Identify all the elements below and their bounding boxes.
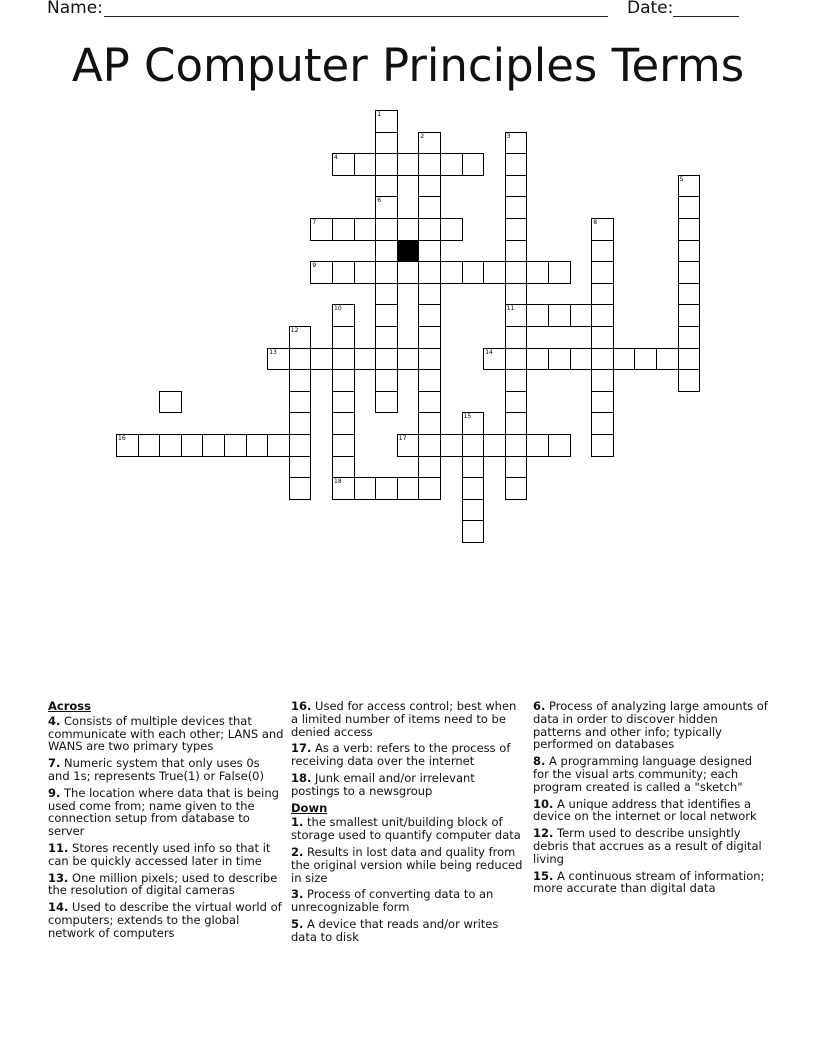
- crossword-cell[interactable]: [332, 218, 355, 241]
- clue-text: Numeric system that only uses 0s and 1s; represents True(1) or False(0): [48, 756, 264, 783]
- clue-item: [48, 872, 284, 898]
- crossword-cell[interactable]: [397, 261, 420, 284]
- clue-item: [533, 700, 769, 751]
- crossword-cell[interactable]: [505, 477, 528, 500]
- crossword-cell[interactable]: [591, 240, 614, 263]
- crossword-cell[interactable]: [462, 153, 485, 176]
- crossword-cell[interactable]: [526, 304, 549, 327]
- crossword-cell[interactable]: [526, 348, 549, 371]
- crossword-cell[interactable]: [267, 434, 290, 457]
- crossword-cell[interactable]: [159, 434, 182, 457]
- crossword-cell[interactable]: [332, 348, 355, 371]
- clue-item: [48, 715, 284, 753]
- clue-text: A device that reads and/or writes data to disk: [291, 916, 499, 944]
- crossword-cell[interactable]: [418, 196, 441, 219]
- crossword-cell[interactable]: [375, 153, 398, 176]
- clue-number-label: 4.: [48, 713, 61, 728]
- clue-number: 6: [377, 197, 382, 205]
- clue-number-label: 7.: [48, 756, 61, 771]
- crossword-cell[interactable]: [418, 283, 441, 306]
- clue-item: [291, 918, 527, 944]
- crossword-cell[interactable]: [656, 348, 679, 371]
- crossword-cell[interactable]: [375, 304, 398, 327]
- clue-number: 16: [118, 435, 126, 442]
- clue-number-label: 5.: [291, 916, 304, 931]
- crossword-cell[interactable]: [678, 240, 701, 263]
- crossword-cell[interactable]: [526, 261, 549, 284]
- clue-item: [48, 901, 284, 939]
- clue-text: Process of analyzing large amounts of data in order to discover hidden patterns and other info; typically performed on databases: [533, 699, 768, 752]
- clue-text: Results in lost data and quality from the original version while being reduced in size: [291, 844, 523, 885]
- crossword-cell[interactable]: [354, 153, 377, 176]
- crossword-cell[interactable]: [418, 218, 441, 241]
- crossword-cell[interactable]: [202, 434, 225, 457]
- crossword-cell[interactable]: [332, 412, 355, 435]
- crossword-cell[interactable]: [310, 348, 333, 371]
- down-clue-list-continued: [533, 700, 769, 895]
- crossword-cell[interactable]: [246, 434, 269, 457]
- clue-number-label: 13.: [48, 870, 69, 885]
- crossword-cell[interactable]: [181, 434, 204, 457]
- crossword-cell[interactable]: [418, 456, 441, 479]
- crossword-cell[interactable]: [375, 218, 398, 241]
- clue-number: 9: [312, 262, 317, 270]
- crossword-cell[interactable]: [440, 434, 463, 457]
- date-label: Date:: [627, 0, 674, 18]
- crossword-cell[interactable]: [375, 391, 398, 414]
- clue-item: [533, 827, 769, 865]
- crossword-cell[interactable]: [505, 326, 528, 349]
- crossword-cell[interactable]: [548, 261, 571, 284]
- crossword-cell[interactable]: [418, 240, 441, 263]
- crossword-cell[interactable]: [418, 175, 441, 198]
- crossword-cell[interactable]: [591, 348, 614, 371]
- clue-text: Consists of multiple devices that communicate with each other; LANS and WANS are two primary types: [48, 713, 284, 754]
- clue-number-label: 10.: [533, 796, 554, 811]
- crossword-cell[interactable]: [526, 434, 549, 457]
- across-heading: Across: [48, 699, 91, 713]
- crossword-cell[interactable]: [332, 326, 355, 349]
- clues-column-2: [291, 700, 527, 948]
- crossword-cell[interactable]: [678, 196, 701, 219]
- clue-number: 14: [485, 348, 493, 356]
- across-clue-list-continued: [291, 700, 527, 798]
- crossword-cell[interactable]: [678, 326, 701, 349]
- crossword-cell[interactable]: [138, 434, 161, 457]
- crossword-cell[interactable]: [418, 348, 441, 371]
- crossword-cell[interactable]: [462, 456, 485, 479]
- clues-column-1: [48, 700, 284, 944]
- crossword-cell[interactable]: [354, 261, 377, 284]
- crossword-cell[interactable]: [375, 240, 398, 263]
- clue-item: [291, 846, 527, 884]
- crossword-cell[interactable]: [375, 369, 398, 392]
- clue-item: [48, 842, 284, 868]
- clue-item: [48, 757, 284, 783]
- crossword-cell[interactable]: [354, 477, 377, 500]
- crossword-cell[interactable]: [678, 304, 701, 327]
- crossword-cell[interactable]: [289, 348, 312, 371]
- clue-number: 2: [420, 132, 425, 140]
- clue-number: 8: [593, 219, 598, 226]
- crossword-cell[interactable]: [548, 434, 571, 457]
- crossword-cell[interactable]: [505, 240, 528, 263]
- crossword-cell[interactable]: [332, 391, 355, 414]
- clue-number: 17: [398, 435, 407, 442]
- crossword-cell[interactable]: [678, 369, 701, 392]
- crossword-cell[interactable]: [613, 348, 636, 371]
- clue-number-label: 14.: [48, 900, 69, 915]
- crossword-cell[interactable]: [375, 326, 398, 349]
- clue-text: As a verb: refers to the process of receiving data over the internet: [291, 741, 511, 769]
- clue-text: A programming language designed for the visual arts community; each program created is called a "sketch": [533, 754, 753, 794]
- crossword-cell[interactable]: [418, 477, 441, 500]
- crossword-cell[interactable]: [418, 412, 441, 435]
- crossword-cell[interactable]: [397, 153, 420, 176]
- crossword-cell[interactable]: [505, 261, 528, 284]
- crossword-cell[interactable]: [505, 456, 528, 479]
- clue-number: 4: [334, 154, 338, 162]
- crossword-cell[interactable]: [375, 132, 398, 155]
- clue-text: Process of converting data to an unrecognizable form: [291, 887, 494, 915]
- clue-item: [533, 755, 769, 793]
- crossword-cell[interactable]: [289, 412, 312, 435]
- crossword-cell[interactable]: [462, 261, 485, 284]
- crossword-cell[interactable]: [440, 153, 463, 176]
- clue-item: [48, 787, 284, 838]
- down-heading: Down: [291, 800, 328, 815]
- crossword-cell[interactable]: [375, 175, 398, 198]
- crossword-cell[interactable]: [354, 218, 377, 241]
- crossword-cell[interactable]: [354, 348, 377, 371]
- clue-number: 13: [269, 348, 277, 356]
- crossword-cell[interactable]: [440, 261, 463, 284]
- crossword-cell[interactable]: [591, 391, 614, 414]
- crossword-cell[interactable]: [332, 434, 355, 457]
- crossword-cell[interactable]: [397, 218, 420, 241]
- clue-item: [291, 742, 527, 768]
- clue-item: [291, 772, 527, 798]
- clue-number-label: 3.: [291, 887, 304, 902]
- crossword-cell[interactable]: [462, 499, 485, 522]
- crossword-cell[interactable]: [678, 348, 701, 371]
- down-clue-list: [291, 816, 527, 943]
- crossword-cell[interactable]: [332, 261, 355, 284]
- crossword-cell[interactable]: [483, 434, 506, 457]
- clue-number-label: 9.: [48, 785, 61, 800]
- clue-number-label: 6.: [533, 699, 546, 713]
- crossword-cell[interactable]: [505, 175, 528, 198]
- clue-text: the smallest unit/building block of storage used to quantify computer data: [291, 815, 521, 843]
- clue-number-label: 1.: [291, 815, 304, 830]
- crossword-cell[interactable]: [462, 520, 485, 543]
- clue-number-label: 15.: [533, 868, 554, 883]
- clue-number: 12: [290, 327, 299, 334]
- crossword-cell[interactable]: [418, 434, 441, 457]
- crossword-cell[interactable]: [591, 304, 614, 327]
- clue-text: Term used to describe unsightly debris that accrues as a result of digital living: [533, 826, 762, 866]
- crossword-cell[interactable]: [440, 218, 463, 241]
- clue-number-label: 16.: [291, 699, 312, 713]
- clue-text: Stores recently used info so that it can be quickly accessed later in time: [48, 840, 271, 868]
- clue-number-label: 12.: [533, 826, 554, 841]
- crossword-cell[interactable]: [289, 434, 312, 457]
- crossword-black-square: [397, 240, 420, 263]
- crossword-cell[interactable]: [591, 434, 614, 457]
- crossword-cell[interactable]: [570, 348, 593, 371]
- crossword-cell[interactable]: [375, 477, 398, 500]
- crossword-cell[interactable]: [418, 369, 441, 392]
- clue-number: 15: [463, 413, 472, 421]
- clue-number-label: 18.: [291, 770, 312, 785]
- crossword-cell[interactable]: [332, 456, 355, 479]
- clue-text: A continuous stream of information; more accurate than digital data: [533, 868, 765, 896]
- crossword-cell[interactable]: [418, 326, 441, 349]
- crossword-cell[interactable]: [224, 434, 247, 457]
- clue-text: Used to describe the virtual world of computers; extends to the global network of computers: [48, 900, 282, 940]
- clue-number-label: 11.: [48, 840, 69, 855]
- clue-number: 18: [334, 478, 342, 486]
- crossword-cell[interactable]: [375, 283, 398, 306]
- clue-number-label: 17.: [291, 741, 312, 756]
- clue-item: [291, 888, 527, 914]
- crossword-cell[interactable]: [289, 369, 312, 392]
- crossword-cell[interactable]: [159, 391, 182, 414]
- across-clue-list: [48, 715, 284, 940]
- clue-number-label: 2.: [291, 844, 304, 859]
- crossword-cell[interactable]: [483, 261, 506, 284]
- crossword-cell[interactable]: [634, 348, 657, 371]
- crossword-cell[interactable]: [591, 412, 614, 435]
- clue-number: 7: [312, 219, 317, 226]
- crossword-cell[interactable]: [418, 391, 441, 414]
- crossword-cell[interactable]: [418, 153, 441, 176]
- crossword-cell[interactable]: [505, 391, 528, 414]
- crossword-cell[interactable]: [505, 283, 528, 306]
- crossword-cell[interactable]: [462, 434, 485, 457]
- clue-number: 10: [334, 305, 342, 313]
- crossword-cell[interactable]: [678, 218, 701, 241]
- crossword-cell[interactable]: [591, 261, 614, 284]
- crossword-cell[interactable]: [418, 261, 441, 284]
- clue-number: 5: [679, 175, 684, 183]
- clue-text: One million pixels; used to describe the resolution of digital cameras: [48, 870, 278, 898]
- clue-item: [533, 870, 769, 896]
- clue-text: Used for access control; best when a limited number of items need to be denied access: [291, 699, 517, 739]
- crossword-cell[interactable]: [505, 369, 528, 392]
- clue-text: Junk email and/or irrelevant postings to a newsgroup: [291, 770, 475, 798]
- name-label: Name:: [47, 0, 103, 18]
- crossword-cell[interactable]: [678, 283, 701, 306]
- clue-number: 1: [377, 111, 382, 118]
- crossword-cell[interactable]: [678, 261, 701, 284]
- clues-column-3: [533, 700, 769, 899]
- crossword-cell[interactable]: [505, 434, 528, 457]
- crossword-cell[interactable]: [397, 477, 420, 500]
- clue-item: [533, 798, 769, 824]
- crossword-cell[interactable]: [548, 348, 571, 371]
- crossword-cell[interactable]: [505, 412, 528, 435]
- crossword-cell[interactable]: [591, 326, 614, 349]
- crossword-cell[interactable]: [570, 304, 593, 327]
- clue-number: 11: [506, 305, 515, 313]
- crossword-cell[interactable]: [548, 304, 571, 327]
- crossword-cell[interactable]: [375, 348, 398, 371]
- crossword-cell[interactable]: [289, 456, 312, 479]
- crossword-cell[interactable]: [332, 369, 355, 392]
- crossword-cell[interactable]: [505, 218, 528, 241]
- crossword-cell[interactable]: [289, 391, 312, 414]
- clue-item: [291, 816, 527, 842]
- crossword-cell[interactable]: [397, 348, 420, 371]
- clue-text: A unique address that identifies a device on the internet or local network: [533, 796, 757, 824]
- clue-text: The location where data that is being used come from; name given to the connection setup from database to server: [48, 785, 279, 839]
- crossword-cell[interactable]: [591, 283, 614, 306]
- clue-item: [291, 700, 527, 738]
- crossword-cell[interactable]: [591, 369, 614, 392]
- clue-number: 3: [506, 132, 511, 140]
- crossword-cell[interactable]: [505, 348, 528, 371]
- crossword-cell[interactable]: [505, 196, 528, 219]
- page-title: AP Computer Principles Terms: [71, 39, 745, 92]
- crossword-cell[interactable]: [375, 261, 398, 284]
- crossword-cell[interactable]: [505, 153, 528, 176]
- crossword-cell[interactable]: [418, 304, 441, 327]
- crossword-cell[interactable]: [289, 477, 312, 500]
- crossword-cell[interactable]: [462, 477, 485, 500]
- clue-number-label: 8.: [533, 754, 546, 769]
